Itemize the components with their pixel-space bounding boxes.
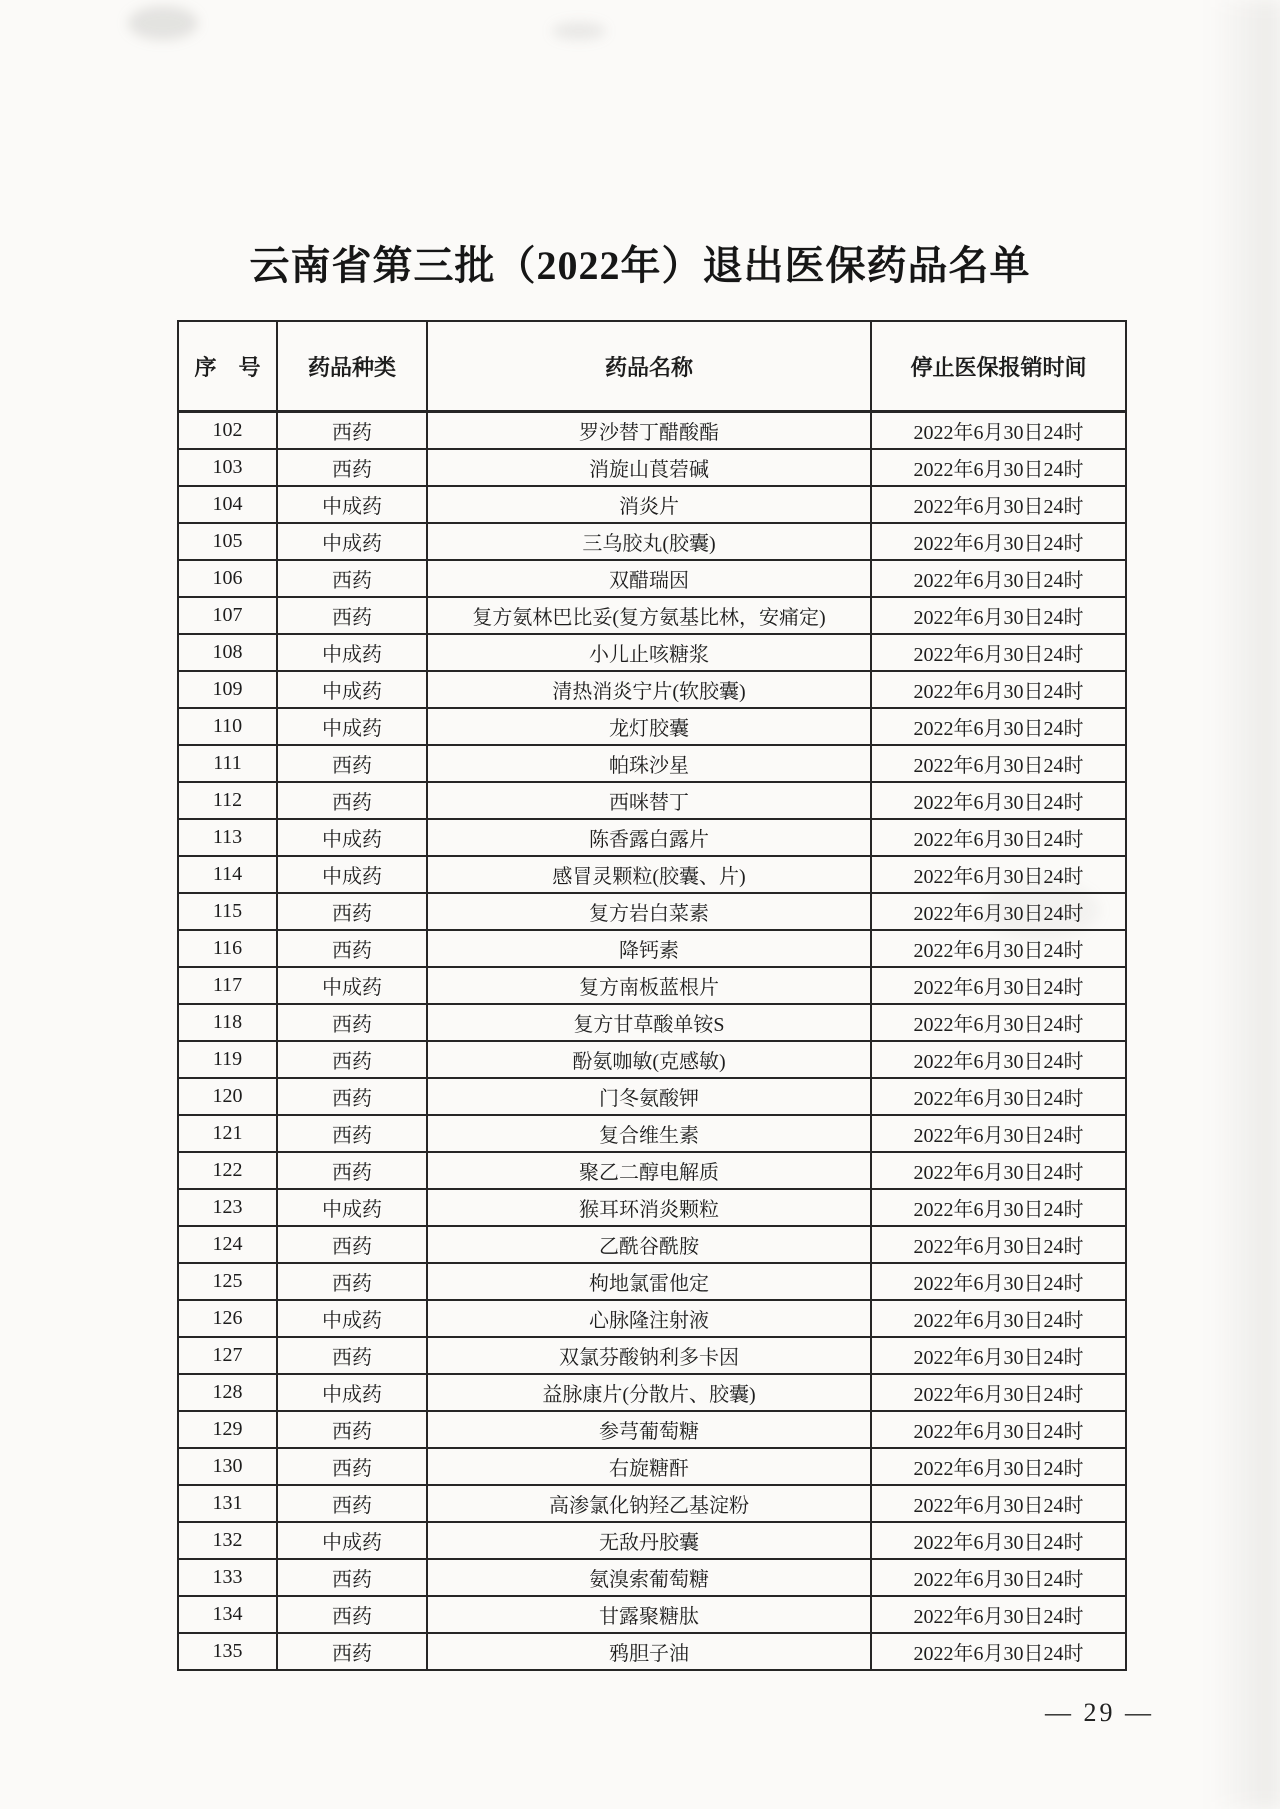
table-row [178, 1004, 1126, 1041]
category-cell: 西药 [277, 1078, 427, 1115]
serial-cell: 120 [178, 1078, 277, 1115]
stop-time-cell: 2022年6月30日24时 [871, 1448, 1126, 1485]
serial-cell: 128 [178, 1374, 277, 1411]
serial-cell: 130 [178, 1448, 277, 1485]
serial-cell: 106 [178, 560, 277, 597]
category-cell: 西药 [277, 893, 427, 930]
stop-time-cell: 2022年6月30日24时 [871, 1633, 1126, 1670]
table-row [178, 893, 1126, 930]
drug-table [177, 320, 1127, 1671]
table-row [178, 1596, 1126, 1633]
drug-name-cell: 罗沙替丁醋酸酯 [427, 412, 871, 450]
scan-smudge [552, 22, 606, 40]
serial-cell: 102 [178, 412, 277, 450]
stop-time-cell: 2022年6月30日24时 [871, 819, 1126, 856]
drug-name-cell: 猴耳环消炎颗粒 [427, 1189, 871, 1226]
serial-cell: 133 [178, 1559, 277, 1596]
drug-name-cell: 复方甘草酸单铵S [427, 1004, 871, 1041]
category-cell: 西药 [277, 1411, 427, 1448]
table-row [178, 560, 1126, 597]
stop-time-cell: 2022年6月30日24时 [871, 1152, 1126, 1189]
stop-time-cell: 2022年6月30日24时 [871, 1115, 1126, 1152]
drug-name-cell: 龙灯胶囊 [427, 708, 871, 745]
drug-name-cell: 复方氨林巴比妥(复方氨基比林，安痛定) [427, 597, 871, 634]
category-cell: 西药 [277, 1004, 427, 1041]
drug-name-cell: 无敌丹胶囊 [427, 1522, 871, 1559]
table-row [178, 486, 1126, 523]
category-cell: 西药 [277, 1596, 427, 1633]
stop-time-cell: 2022年6月30日24时 [871, 1263, 1126, 1300]
stop-time-cell: 2022年6月30日24时 [871, 1078, 1126, 1115]
table-row [178, 1411, 1126, 1448]
drug-name-cell: 参芎葡萄糖 [427, 1411, 871, 1448]
drug-name-cell: 右旋糖酐 [427, 1448, 871, 1485]
drug-name-cell: 鸦胆子油 [427, 1633, 871, 1670]
category-cell: 中成药 [277, 486, 427, 523]
stop-time-cell: 2022年6月30日24时 [871, 486, 1126, 523]
serial-cell: 107 [178, 597, 277, 634]
drug-name-cell: 氨溴索葡萄糖 [427, 1559, 871, 1596]
stop-time-cell: 2022年6月30日24时 [871, 412, 1126, 450]
drug-name-cell: 降钙素 [427, 930, 871, 967]
drug-name-cell: 乙酰谷酰胺 [427, 1226, 871, 1263]
drug-name-cell: 小儿止咳糖浆 [427, 634, 871, 671]
table-row [178, 523, 1126, 560]
table-row [178, 1226, 1126, 1263]
stop-time-cell: 2022年6月30日24时 [871, 893, 1126, 930]
serial-cell: 131 [178, 1485, 277, 1522]
serial-cell: 121 [178, 1115, 277, 1152]
drug-name-cell: 清热消炎宁片(软胶囊) [427, 671, 871, 708]
drug-name-cell: 益脉康片(分散片、胶囊) [427, 1374, 871, 1411]
category-cell: 西药 [277, 1448, 427, 1485]
stop-time-cell: 2022年6月30日24时 [871, 1411, 1126, 1448]
category-cell: 中成药 [277, 1522, 427, 1559]
serial-cell: 111 [178, 745, 277, 782]
stop-time-cell: 2022年6月30日24时 [871, 1559, 1126, 1596]
serial-cell: 113 [178, 819, 277, 856]
category-cell: 中成药 [277, 708, 427, 745]
drug-name-cell: 复方岩白菜素 [427, 893, 871, 930]
col-header-serial: 序 号 [178, 321, 277, 412]
category-cell: 西药 [277, 1115, 427, 1152]
category-cell: 西药 [277, 1337, 427, 1374]
category-cell: 西药 [277, 930, 427, 967]
serial-cell: 135 [178, 1633, 277, 1670]
category-cell: 西药 [277, 597, 427, 634]
serial-cell: 103 [178, 449, 277, 486]
col-header-stoptime: 停止医保报销时间 [871, 321, 1126, 412]
drug-name-cell: 感冒灵颗粒(胶囊、片) [427, 856, 871, 893]
table-row [178, 1485, 1126, 1522]
category-cell: 西药 [277, 449, 427, 486]
serial-cell: 123 [178, 1189, 277, 1226]
stop-time-cell: 2022年6月30日24时 [871, 1300, 1126, 1337]
serial-cell: 104 [178, 486, 277, 523]
stop-time-cell: 2022年6月30日24时 [871, 1189, 1126, 1226]
serial-cell: 122 [178, 1152, 277, 1189]
serial-cell: 132 [178, 1522, 277, 1559]
drug-name-cell: 西咪替丁 [427, 782, 871, 819]
table-row [178, 634, 1126, 671]
drug-name-cell: 消旋山莨菪碱 [427, 449, 871, 486]
serial-cell: 114 [178, 856, 277, 893]
stop-time-cell: 2022年6月30日24时 [871, 745, 1126, 782]
table-row [178, 1041, 1126, 1078]
category-cell: 中成药 [277, 1374, 427, 1411]
drug-name-cell: 心脉隆注射液 [427, 1300, 871, 1337]
serial-cell: 116 [178, 930, 277, 967]
drug-name-cell: 三乌胶丸(胶囊) [427, 523, 871, 560]
table-row [178, 856, 1126, 893]
table-row [178, 449, 1126, 486]
serial-cell: 109 [178, 671, 277, 708]
serial-cell: 110 [178, 708, 277, 745]
category-cell: 西药 [277, 1041, 427, 1078]
table-row [178, 930, 1126, 967]
table-body [178, 412, 1126, 1671]
table-row [178, 819, 1126, 856]
table-row [178, 1633, 1126, 1670]
table-row [178, 782, 1126, 819]
category-cell: 西药 [277, 1263, 427, 1300]
drug-name-cell: 双氯芬酸钠利多卡因 [427, 1337, 871, 1374]
serial-cell: 119 [178, 1041, 277, 1078]
table-row [178, 412, 1126, 450]
drug-name-cell: 消炎片 [427, 486, 871, 523]
stop-time-cell: 2022年6月30日24时 [871, 523, 1126, 560]
category-cell: 西药 [277, 745, 427, 782]
stop-time-cell: 2022年6月30日24时 [871, 1374, 1126, 1411]
stop-time-cell: 2022年6月30日24时 [871, 597, 1126, 634]
category-cell: 西药 [277, 782, 427, 819]
table-row [178, 1522, 1126, 1559]
table-row [178, 1152, 1126, 1189]
stop-time-cell: 2022年6月30日24时 [871, 1596, 1126, 1633]
table-row [178, 1559, 1126, 1596]
drug-name-cell: 聚乙二醇电解质 [427, 1152, 871, 1189]
stop-time-cell: 2022年6月30日24时 [871, 930, 1126, 967]
stop-time-cell: 2022年6月30日24时 [871, 1522, 1126, 1559]
stop-time-cell: 2022年6月30日24时 [871, 1226, 1126, 1263]
serial-cell: 115 [178, 893, 277, 930]
category-cell: 中成药 [277, 1300, 427, 1337]
stop-time-cell: 2022年6月30日24时 [871, 671, 1126, 708]
stop-time-cell: 2022年6月30日24时 [871, 708, 1126, 745]
category-cell: 中成药 [277, 523, 427, 560]
table-row [178, 671, 1126, 708]
drug-name-cell: 酚氨咖敏(克感敏) [427, 1041, 871, 1078]
table-row [178, 1448, 1126, 1485]
col-header-category: 药品种类 [277, 321, 427, 412]
category-cell: 西药 [277, 1152, 427, 1189]
drug-name-cell: 枸地氯雷他定 [427, 1263, 871, 1300]
category-cell: 西药 [277, 1226, 427, 1263]
serial-cell: 108 [178, 634, 277, 671]
table-row [178, 1374, 1126, 1411]
drug-name-cell: 双醋瑞因 [427, 560, 871, 597]
table-row [178, 708, 1126, 745]
serial-cell: 105 [178, 523, 277, 560]
page-number: — 29 — [1045, 1698, 1154, 1727]
category-cell: 西药 [277, 1485, 427, 1522]
serial-cell: 124 [178, 1226, 277, 1263]
stop-time-cell: 2022年6月30日24时 [871, 449, 1126, 486]
category-cell: 中成药 [277, 1189, 427, 1226]
serial-cell: 129 [178, 1411, 277, 1448]
category-cell: 中成药 [277, 967, 427, 1004]
drug-name-cell: 复合维生素 [427, 1115, 871, 1152]
table-row [178, 1263, 1126, 1300]
serial-cell: 127 [178, 1337, 277, 1374]
drug-name-cell: 甘露聚糖肽 [427, 1596, 871, 1633]
table-header-row [178, 321, 1126, 412]
category-cell: 西药 [277, 1559, 427, 1596]
col-header-name: 药品名称 [427, 321, 871, 412]
category-cell: 西药 [277, 560, 427, 597]
serial-cell: 118 [178, 1004, 277, 1041]
category-cell: 中成药 [277, 856, 427, 893]
stop-time-cell: 2022年6月30日24时 [871, 1004, 1126, 1041]
category-cell: 西药 [277, 412, 427, 450]
page-title: 云南省第三批（2022年）退出医保药品名单 [249, 243, 1031, 288]
serial-cell: 112 [178, 782, 277, 819]
category-cell: 中成药 [277, 819, 427, 856]
stop-time-cell: 2022年6月30日24时 [871, 1337, 1126, 1374]
drug-name-cell: 门冬氨酸钾 [427, 1078, 871, 1115]
table-row [178, 1337, 1126, 1374]
table-row [178, 745, 1126, 782]
stop-time-cell: 2022年6月30日24时 [871, 856, 1126, 893]
category-cell: 中成药 [277, 671, 427, 708]
stop-time-cell: 2022年6月30日24时 [871, 967, 1126, 1004]
table-row [178, 967, 1126, 1004]
stop-time-cell: 2022年6月30日24时 [871, 782, 1126, 819]
serial-cell: 134 [178, 1596, 277, 1633]
table-header [178, 321, 1126, 412]
drug-name-cell: 帕珠沙星 [427, 745, 871, 782]
table-row [178, 1115, 1126, 1152]
category-cell: 中成药 [277, 634, 427, 671]
category-cell: 西药 [277, 1633, 427, 1670]
serial-cell: 117 [178, 967, 277, 1004]
stop-time-cell: 2022年6月30日24时 [871, 1041, 1126, 1078]
drug-name-cell: 复方南板蓝根片 [427, 967, 871, 1004]
stop-time-cell: 2022年6月30日24时 [871, 560, 1126, 597]
stop-time-cell: 2022年6月30日24时 [871, 1485, 1126, 1522]
table-row [178, 1300, 1126, 1337]
serial-cell: 126 [178, 1300, 277, 1337]
table-row [178, 1078, 1126, 1115]
serial-cell: 125 [178, 1263, 277, 1300]
table-row [178, 597, 1126, 634]
scan-smudge [128, 6, 198, 40]
stop-time-cell: 2022年6月30日24时 [871, 634, 1126, 671]
drug-name-cell: 高渗氯化钠羟乙基淀粉 [427, 1485, 871, 1522]
drug-name-cell: 陈香露白露片 [427, 819, 871, 856]
table-row [178, 1189, 1126, 1226]
